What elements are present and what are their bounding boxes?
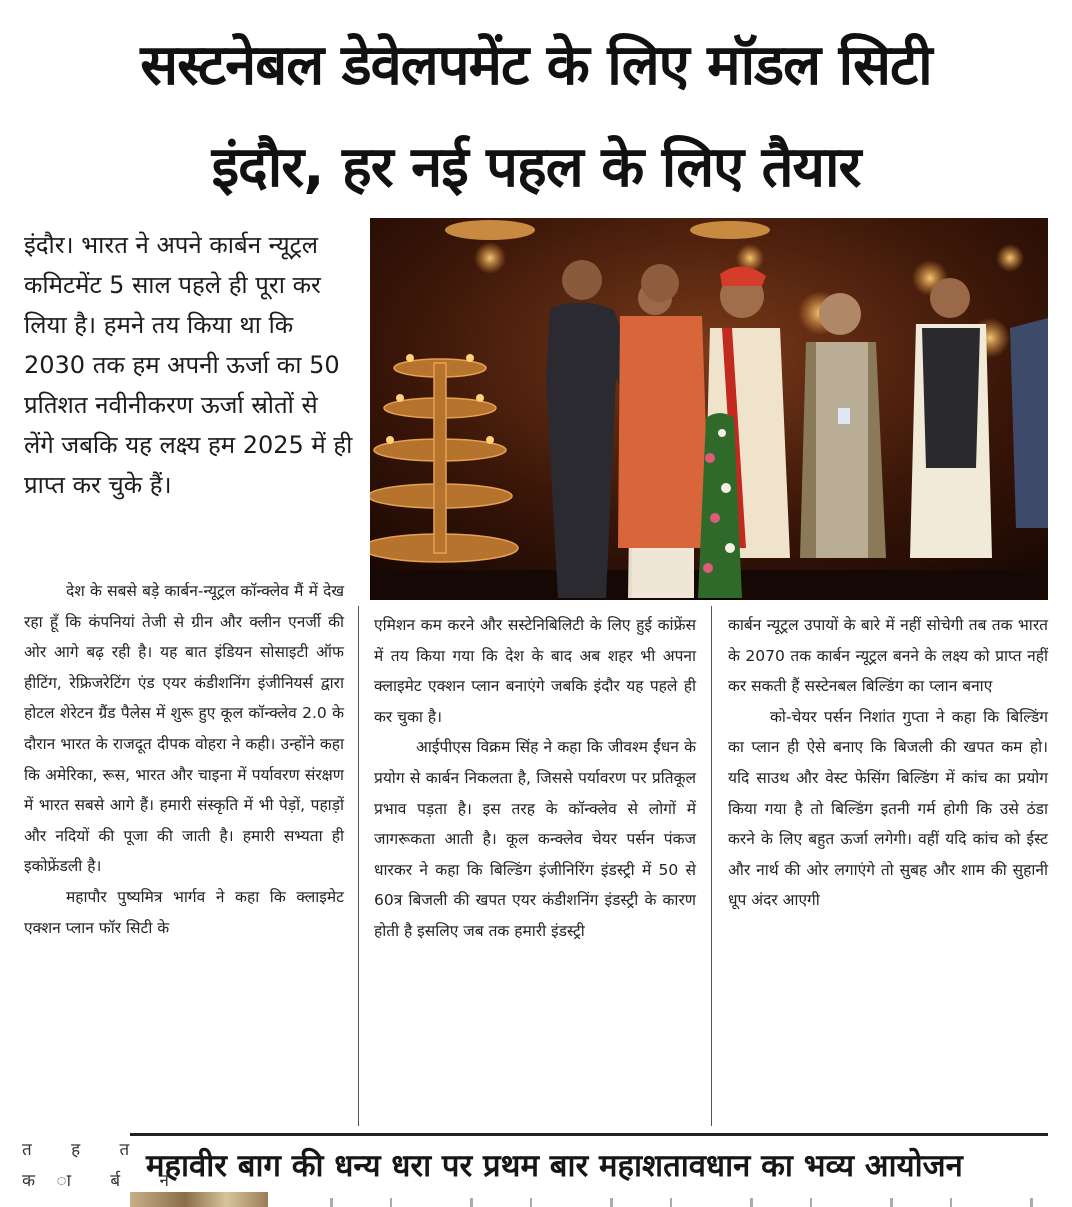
headline-line-2: इंदौर, हर नई पहल के लिए तैयार — [211, 135, 861, 200]
next-article-photo — [130, 1192, 268, 1207]
article-column-1 — [24, 576, 344, 943]
section-divider — [130, 1133, 1048, 1136]
headline-line-1: सस्टनेबल डेवेलपमेंट के लिए मॉडल सिटी — [140, 33, 932, 98]
next-article-text-cutoff — [330, 1198, 1048, 1207]
column-1-paragraph-2: महापौर पुष्यमित्र भार्गव ने कहा कि क्लाइमेट एक्शन प्लान फॉर सिटी के — [24, 887, 344, 937]
lead-paragraph: इंदौर। भारत ने अपने कार्बन न्यूट्रल कमिटमेंट 5 साल पहले ही पूरा कर लिया है। हमने तय किया था कि 2030 तक हम अपनी ऊर्जा का 50 प्रतिशत नवीनीकरण ऊर्जा स्रोतों से लेंगे जबकि यह लक्ष्य हम 2025 में ही प्राप्त कर चुके हैं। — [24, 231, 353, 499]
column-divider — [358, 606, 359, 1126]
next-article-headline: महावीर बाग की धन्य धरा पर प्रथम बार महाशतावधान का भव्य आयोजन — [146, 1148, 963, 1184]
event-photo — [370, 218, 1048, 600]
lamp-lighting-ceremony-image — [370, 218, 1048, 600]
column-3-paragraph-1: कार्बन न्यूट्रल उपायों के बारे में नहीं सोचेगी तब तक भारत के 2070 तक कार्बन न्यूट्रल बनने के लक्ष्य को प्राप्त नहीं कर सकती हैं सस्टेनबल बिल्डिंग का प्लान बनाए — [728, 616, 1048, 696]
column-3-paragraph-2: को-चेयर पर्सन निशांत गुप्ता ने कहा कि बिल्डिंग का प्लान ही ऐसे बनाए कि बिजली की खपत कम हो। यदि साउथ और वेस्ट फेसिंग बिल्डिंग में कांच का प्रयोग किया गया है तो बिल्डिंग इतनी गर्म होगी कि उसे ठंडा करने के लिए बहुत ऊर्जा लगेगी। वहीं यदि कांच को ईस्ट और नार्थ की ओर लगाएंगे तो सुबह और शाम की सुहानी धूप अंदर आएगी — [728, 707, 1048, 910]
column-2-paragraph-2: आईपीएस विक्रम सिंह ने कहा कि जीवश्म ईंधन के प्रयोग से कार्बन निकलता है, जिससे पर्यावरण पर प्रतिकूल प्रभाव पड़ता है। इस तरह के कॉन्क्लेव से लोगों में जागरूकता आती है। कूल कन्क्लेव चेयर पर्सन पंकज धारकर ने कहा कि बिल्डिंग इंजीनिरिंग इंडस्ट्री में 50 से 60त्र बिजली की खपत एयर कंडीशनिंग इंडस्ट्री के कारण होती है इसलिए जब तक हमारी इंडस्ट्री — [374, 738, 696, 940]
column-1-paragraph-1: देश के सबसे बड़े कार्बन-न्यूट्रल कॉन्क्लेव मैं में देख रहा हूँ कि कंपनियां तेजी से ग्रीन और क्लीन एनर्जी की ओर आगे बढ़ रही है। यह बात इंडियन सोसाइटी ऑफ हीटिंग, रेफ्रिजरेटिंग एंड एयर कंडीशनिंग इंजीनियर्स द्वारा होटल शेरेटन ग्रैंड पैलेस में शुरू हुए कूल कॉन्क्लेव 2.0 के दौरान भारत के राजदूत दीपक वोहरा ने कही। उन्होंने कहा कि अमेरिका, रूस, भारत और चाइना में पर्यावरण संरक्षण में भारत सबसे आगे हैं। हमारी संस्कृति में भी पेड़ों, पहाड़ों और नदियों की पूजा की जाती है। हमारी सभ्यता ही इकोफ्रेंडली है। — [24, 582, 344, 876]
column-divider — [711, 606, 712, 1126]
side-scrap-text: क ा र्ब न — [22, 1171, 186, 1191]
side-scrap-text: त ह त — [22, 1140, 147, 1160]
article-column-3 — [728, 610, 1048, 916]
person-7 — [1010, 318, 1048, 528]
column-2-paragraph-1: एमिशन कम करने और सस्टेनिबिलिटी के लिए हुई कांफ्रेंस में तय किया गया कि देश के बाद अब शहर भी अपना क्लाइमेट एक्शन प्लान बनाएंगे जबकि इंदौर यह पहले ही कर चुका है। — [374, 616, 696, 726]
article-column-2 — [374, 610, 696, 947]
